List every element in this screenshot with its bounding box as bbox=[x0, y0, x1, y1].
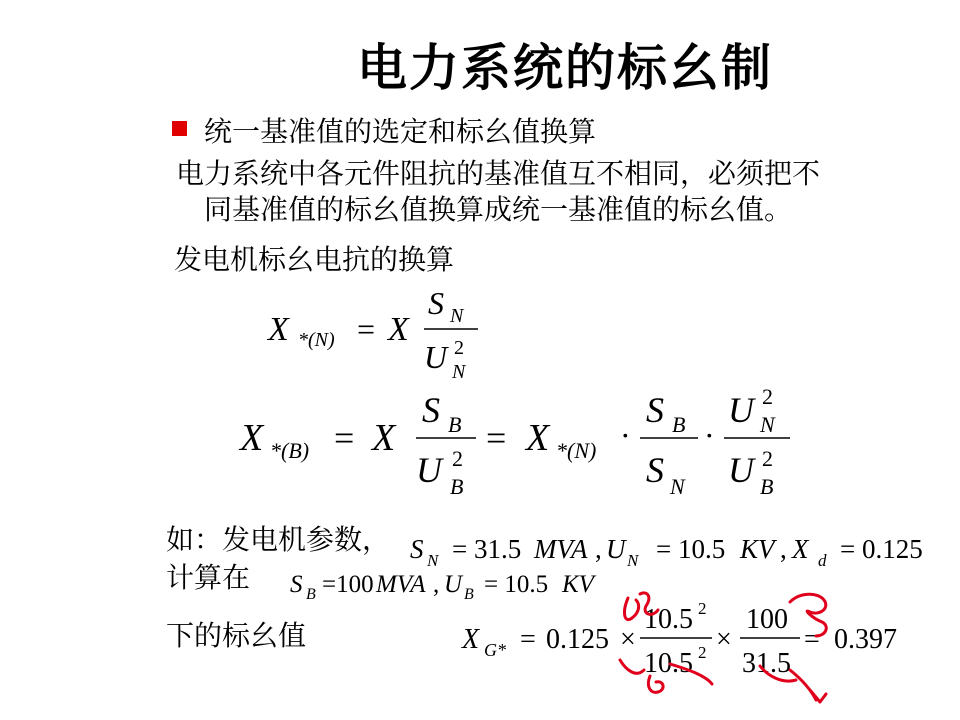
f2-num2-sub: B bbox=[672, 412, 686, 437]
f1-den-sup: 2 bbox=[454, 337, 464, 359]
calc-times-2: × bbox=[716, 624, 732, 655]
svg-text:S: S bbox=[410, 534, 424, 564]
subheading: 发电机标幺电抗的换算 bbox=[174, 243, 455, 276]
svg-text:KV: KV bbox=[562, 571, 594, 598]
params-formula bbox=[410, 534, 923, 570]
calc-eq-2: = bbox=[804, 624, 820, 655]
f1-lhs: X bbox=[268, 311, 289, 348]
svg-text:N: N bbox=[427, 551, 439, 570]
f1-den-sub: N bbox=[452, 361, 466, 383]
svg-text:N: N bbox=[627, 551, 639, 570]
svg-text:S: S bbox=[290, 571, 303, 598]
f2-num1: S bbox=[422, 390, 440, 430]
f2-den3: U bbox=[728, 450, 754, 490]
base-formula bbox=[290, 571, 597, 603]
svg-text:= 10.5: = 10.5 bbox=[656, 534, 726, 564]
f2-dot-1: · bbox=[620, 417, 631, 453]
f2-x2: X bbox=[526, 417, 550, 459]
calc-den1-sup: 2 bbox=[698, 643, 707, 662]
calc-times-1: × bbox=[620, 624, 636, 655]
calc-eq-1: = bbox=[520, 624, 536, 655]
svg-text:= 0.125: = 0.125 bbox=[840, 534, 923, 564]
calc-lhs: X bbox=[462, 624, 480, 655]
slide-title: 电力系统的标幺制 bbox=[357, 39, 773, 97]
calc-num1: 10.5 bbox=[644, 604, 693, 635]
f2-coef: X bbox=[372, 417, 396, 459]
calc-num1-sup: 2 bbox=[698, 599, 707, 618]
svg-text:U: U bbox=[606, 534, 626, 564]
paragraph-line-1: 电力系统中各元件阻抗的基准值互不相同，必须把不 bbox=[176, 157, 821, 190]
f2-eq: = bbox=[334, 418, 355, 458]
f1-coef: X bbox=[388, 311, 409, 348]
svg-text:MVA: MVA bbox=[534, 534, 588, 564]
formula-2 bbox=[238, 384, 790, 499]
f2-den1-sub: B bbox=[450, 474, 464, 499]
f2-eq2: = bbox=[486, 418, 507, 458]
f2-den3-sup: 2 bbox=[762, 446, 773, 471]
f2-num3-sup: 2 bbox=[762, 384, 773, 409]
calc-den1: 10.5 bbox=[644, 648, 693, 679]
f2-num2: S bbox=[646, 390, 664, 430]
f1-eq: = bbox=[357, 311, 376, 347]
example-line-1: 如：发电机参数， bbox=[166, 523, 391, 556]
svg-text:B: B bbox=[464, 586, 474, 603]
calc-result: 0.397 bbox=[834, 624, 897, 655]
f1-num: S bbox=[428, 285, 444, 321]
svg-text:,: , bbox=[433, 571, 440, 598]
f2-den1: U bbox=[416, 450, 442, 490]
f2-den2-sub: N bbox=[670, 474, 685, 499]
f2-den1-sup: 2 bbox=[452, 446, 463, 471]
example-line-3: 下的标幺值 bbox=[166, 619, 307, 652]
annotation-stroke-1 bbox=[625, 598, 639, 620]
f1-lhs-sub: *(N) bbox=[298, 329, 335, 351]
f2-num3-sub: N bbox=[760, 412, 775, 437]
annotation-stroke-8 bbox=[790, 670, 826, 702]
svg-text:U: U bbox=[444, 571, 463, 598]
svg-text:,: , bbox=[595, 534, 602, 564]
example-line-2: 计算在 bbox=[166, 561, 251, 594]
f2-x2-sub: *(N) bbox=[556, 438, 597, 463]
calc-coef: 0.125 bbox=[546, 624, 609, 655]
f2-lhs: X bbox=[240, 417, 264, 459]
f2-num3: U bbox=[728, 390, 754, 430]
svg-text:KV: KV bbox=[740, 534, 775, 564]
f2-den3-sub: B bbox=[760, 474, 774, 499]
annotation-stroke-3 bbox=[620, 660, 644, 673]
f2-lhs-sub: *(B) bbox=[270, 438, 310, 463]
calc-lhs-sub: G* bbox=[484, 640, 506, 660]
svg-text:= 31.5: = 31.5 bbox=[452, 534, 522, 564]
svg-text:=100: =100 bbox=[322, 571, 374, 598]
f2-num1-sub: B bbox=[448, 412, 462, 437]
svg-text:MVA: MVA bbox=[376, 571, 426, 598]
calc-den2: 31.5 bbox=[742, 648, 791, 679]
svg-text:B: B bbox=[306, 586, 316, 603]
f2-den2: S bbox=[646, 450, 664, 490]
f1-den: U bbox=[424, 339, 448, 375]
f1-num-sub: N bbox=[450, 305, 464, 327]
formula-1 bbox=[266, 285, 478, 383]
svg-text:= 10.5: = 10.5 bbox=[484, 571, 549, 598]
svg-text:,: , bbox=[780, 534, 787, 564]
paragraph-line-2: 同基准值的标幺值换算成统一基准值的标幺值。 bbox=[204, 193, 793, 226]
f2-dot-2: · bbox=[704, 417, 715, 453]
calc-num2: 100 bbox=[746, 604, 788, 635]
svg-text:X: X bbox=[792, 534, 809, 564]
bullet-heading: 统一基准值的选定和标幺值换算 bbox=[204, 115, 597, 148]
svg-text:d: d bbox=[818, 551, 827, 570]
